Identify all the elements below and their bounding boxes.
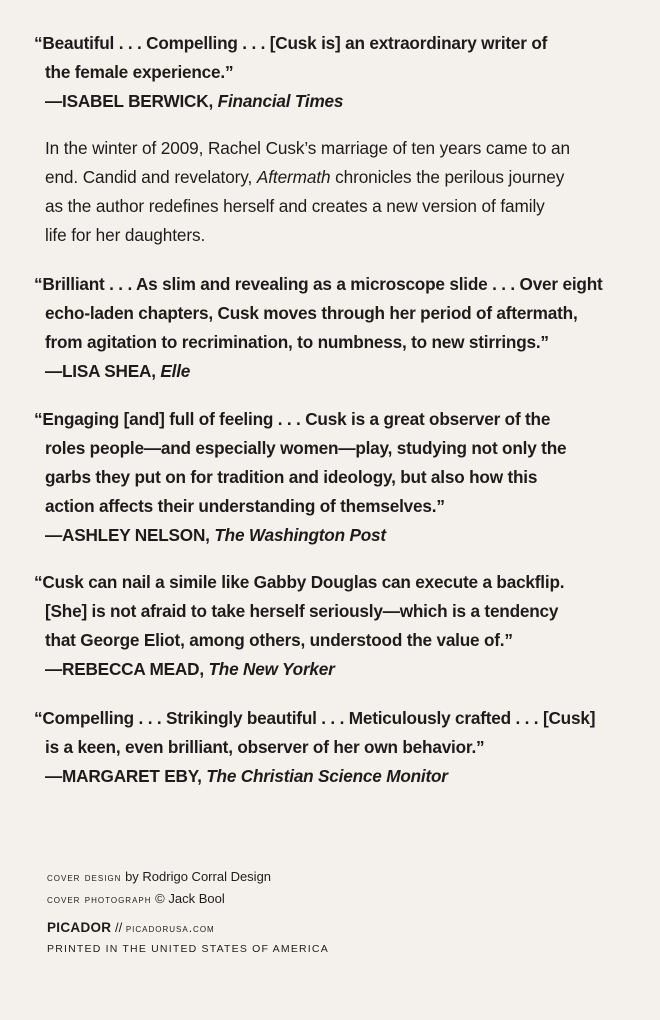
- reviewer-name: —MARGARET EBY,: [45, 766, 207, 786]
- description-line: [45, 163, 635, 192]
- description-line: In the winter of 2009, Rachel Cusk’s marriage of ten years came to an: [45, 138, 570, 158]
- credit-value: by Rodrigo Corral Design: [121, 869, 272, 884]
- reviewer-name: —ISABEL BERWICK,: [45, 91, 218, 111]
- quote-line: “Beautiful . . . Compelling . . . [Cusk is] an extraordinary writer of: [34, 33, 548, 53]
- description-text: chronicles the perilous journey: [330, 167, 565, 187]
- review-quote-nelson: [34, 405, 634, 550]
- publication-name: Financial Times: [217, 91, 344, 111]
- quote-line: “Engaging [and] full of feeling . . . Cusk is a great observer of the: [34, 409, 551, 429]
- publisher-line: [47, 917, 329, 939]
- reviewer-name: —REBECCA MEAD,: [45, 659, 209, 679]
- review-quote-mead: [34, 568, 634, 684]
- quote-attribution: [34, 655, 634, 684]
- quote-line: is a keen, even brilliant, observer of her own behavior.”: [45, 737, 485, 757]
- quote-line: from agitation to recrimination, to numbness, to new stirrings.”: [45, 332, 549, 352]
- quote-attribution: [34, 357, 634, 386]
- quote-line: roles people—and especially women—play, studying not only the: [45, 438, 567, 458]
- reviewer-name: —LISA SHEA,: [45, 361, 161, 381]
- review-quote-berwick: [34, 29, 634, 116]
- review-quote-shea: [34, 270, 634, 386]
- cover-design-credit: [47, 866, 329, 888]
- quote-line: [She] is not afraid to take herself seriously—which is a tendency: [45, 601, 559, 621]
- reviewer-name: —ASHLEY NELSON,: [45, 525, 215, 545]
- quote-line: echo-laden chapters, Cusk moves through her period of aftermath,: [45, 303, 578, 323]
- quote-line: action affects their understanding of themselves.”: [45, 496, 445, 516]
- cover-photo-credit: [47, 888, 329, 910]
- publication-name: Elle: [160, 361, 191, 381]
- quote-attribution: [34, 521, 634, 550]
- quote-line: garbs they put on for tradition and ideology, but also how this: [45, 467, 538, 487]
- quote-attribution: [34, 762, 634, 791]
- quote-line: the female experience.”: [45, 62, 234, 82]
- description-text: end. Candid and revelatory,: [45, 167, 257, 187]
- separator: //: [111, 920, 126, 935]
- description-line: as the author redefines herself and creates a new version of family: [45, 196, 545, 216]
- printed-in-note: PRINTED IN THE UNITED STATES OF AMERICA: [47, 943, 329, 955]
- book-description: [45, 134, 635, 250]
- publisher-name: PICADOR: [47, 920, 112, 935]
- publisher-website: picadorusa.com: [125, 921, 215, 935]
- description-line: life for her daughters.: [45, 225, 206, 245]
- quote-line: “Compelling . . . Strikingly beautiful . . . Meticulously crafted . . . [Cusk]: [34, 708, 596, 728]
- publication-name: The Washington Post: [214, 525, 386, 545]
- quote-line: that George Eliot, among others, understood the value of.”: [45, 630, 513, 650]
- quote-line: “Cusk can nail a simile like Gabby Douglas can execute a backflip.: [34, 572, 565, 592]
- credit-value: © Jack Bool: [151, 891, 225, 906]
- credit-label: cover design: [47, 870, 122, 884]
- publication-name: The Christian Science Monitor: [206, 766, 448, 786]
- quote-line: “Brilliant . . . As slim and revealing as a microscope slide . . . Over eight: [34, 274, 603, 294]
- quote-attribution: [34, 87, 634, 116]
- cover-credits: [47, 866, 329, 960]
- book-title: Aftermath: [256, 167, 331, 187]
- credit-label: cover photograph: [47, 892, 152, 906]
- review-quote-eby: [34, 704, 634, 791]
- publication-name: The New Yorker: [208, 659, 335, 679]
